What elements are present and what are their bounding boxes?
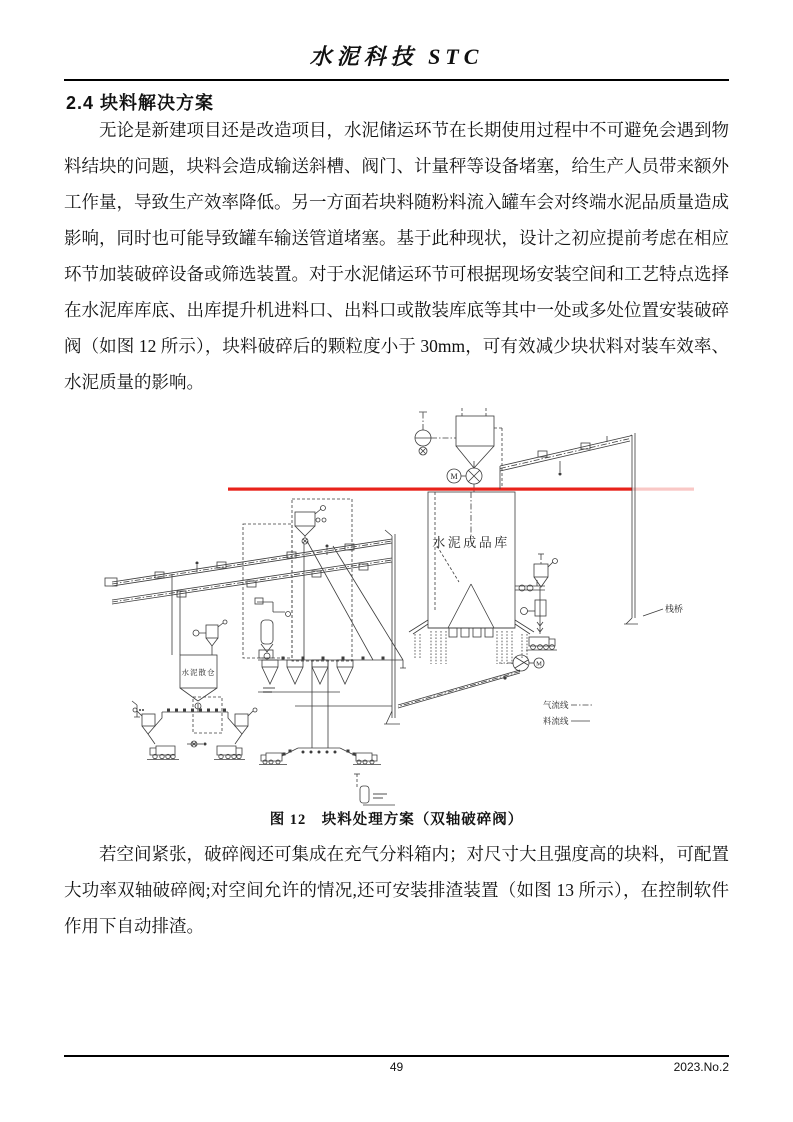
discharge-vessel (354, 774, 395, 805)
center-loading-manifold (282, 748, 356, 756)
crusher-valve-icon (466, 461, 482, 492)
truck-left-2 (214, 746, 245, 760)
motor-icon (447, 469, 466, 483)
svg-text:M: M (536, 660, 542, 668)
trestle-label-leader (643, 609, 663, 616)
footer-rule (64, 1055, 729, 1057)
bulk-loading-station (515, 554, 558, 634)
feed-hopper (456, 408, 502, 486)
figure-12-diagram (97, 406, 707, 810)
red-reference-line-faint (632, 488, 694, 491)
truck-left-1 (147, 746, 179, 760)
svg-text:M: M (450, 472, 458, 481)
trestle-structure (624, 433, 638, 624)
truck-right (526, 637, 557, 650)
bulk-silo (180, 620, 227, 712)
paragraph-2-text: 若空间紧张，破碎阀还可集成在充气分料箱内；对尺寸大且强度高的块料，可配置大功率双轴破碎阀;对空间允许的情况,还可安装排渣装置（如图 13 所示），在控制软件作用下自动排渣。 (64, 844, 729, 936)
middle-cluster (243, 499, 406, 668)
journal-title: 水泥科技 STC (309, 44, 484, 69)
cement-product-silo (409, 492, 534, 664)
left-loading-manifold (132, 697, 257, 747)
truck-center-right (353, 753, 381, 765)
red-reference-line (228, 488, 632, 491)
figure-caption: 图 12 块料处理方案（双轴破碎阀） (269, 812, 524, 828)
aeration-fan (499, 655, 544, 671)
pressure-gauge-icon (415, 412, 456, 455)
trestle-label: 栈桥 (665, 604, 684, 614)
small-silo-label: 水泥散仓 (181, 668, 216, 677)
legend-air-label: 气流线 (543, 700, 569, 710)
section-heading: 2.4 块料解决方案 (66, 93, 215, 113)
figure-12 (97, 406, 707, 810)
paragraph-1-text: 无论是新建项目还是改造项目，水泥储运环节在长期使用过程中不可避免会遇到物料结块的问题，块料会造成输送斜槽、阀门、计量秤等设备堵塞，给生产人员带来额外工作量，导致生产效率降低。另一方面若块料随粉料流入罐车会对终端水泥品质量造成影响，同时也可能导致罐车输送管道堵塞。基于此种现状，设计之初应提前考虑在相应环节加装破碎设备或筛选装置。对于水泥储运环节可根据现场安装空间和工艺特点选择在水泥库库底、出库提升机进料口、出料口或散装库底等其中一处或多处位置安装破碎阀（如图 12 所示），块料破碎后的颗粒度小于 30mm，可有效减少块状料对装车效率、水泥质量的影响。 (64, 120, 729, 392)
page-header (64, 40, 729, 81)
diagram-legend (543, 700, 594, 726)
top-air-slide (500, 436, 630, 489)
cyclone-row (258, 657, 403, 749)
lower-air-slide (398, 670, 520, 708)
legend-material-label: 料流线 (543, 716, 569, 726)
twin-air-slides (105, 539, 392, 655)
paragraph-2 (64, 836, 729, 944)
page-number: 49 (389, 1060, 404, 1074)
page-footer (64, 1060, 729, 1078)
paragraph-1 (64, 112, 729, 400)
issue-label: 2023.No.2 (673, 1060, 729, 1074)
big-silo-label: 水泥成品库 (432, 535, 510, 550)
aeration-pads (415, 631, 527, 664)
